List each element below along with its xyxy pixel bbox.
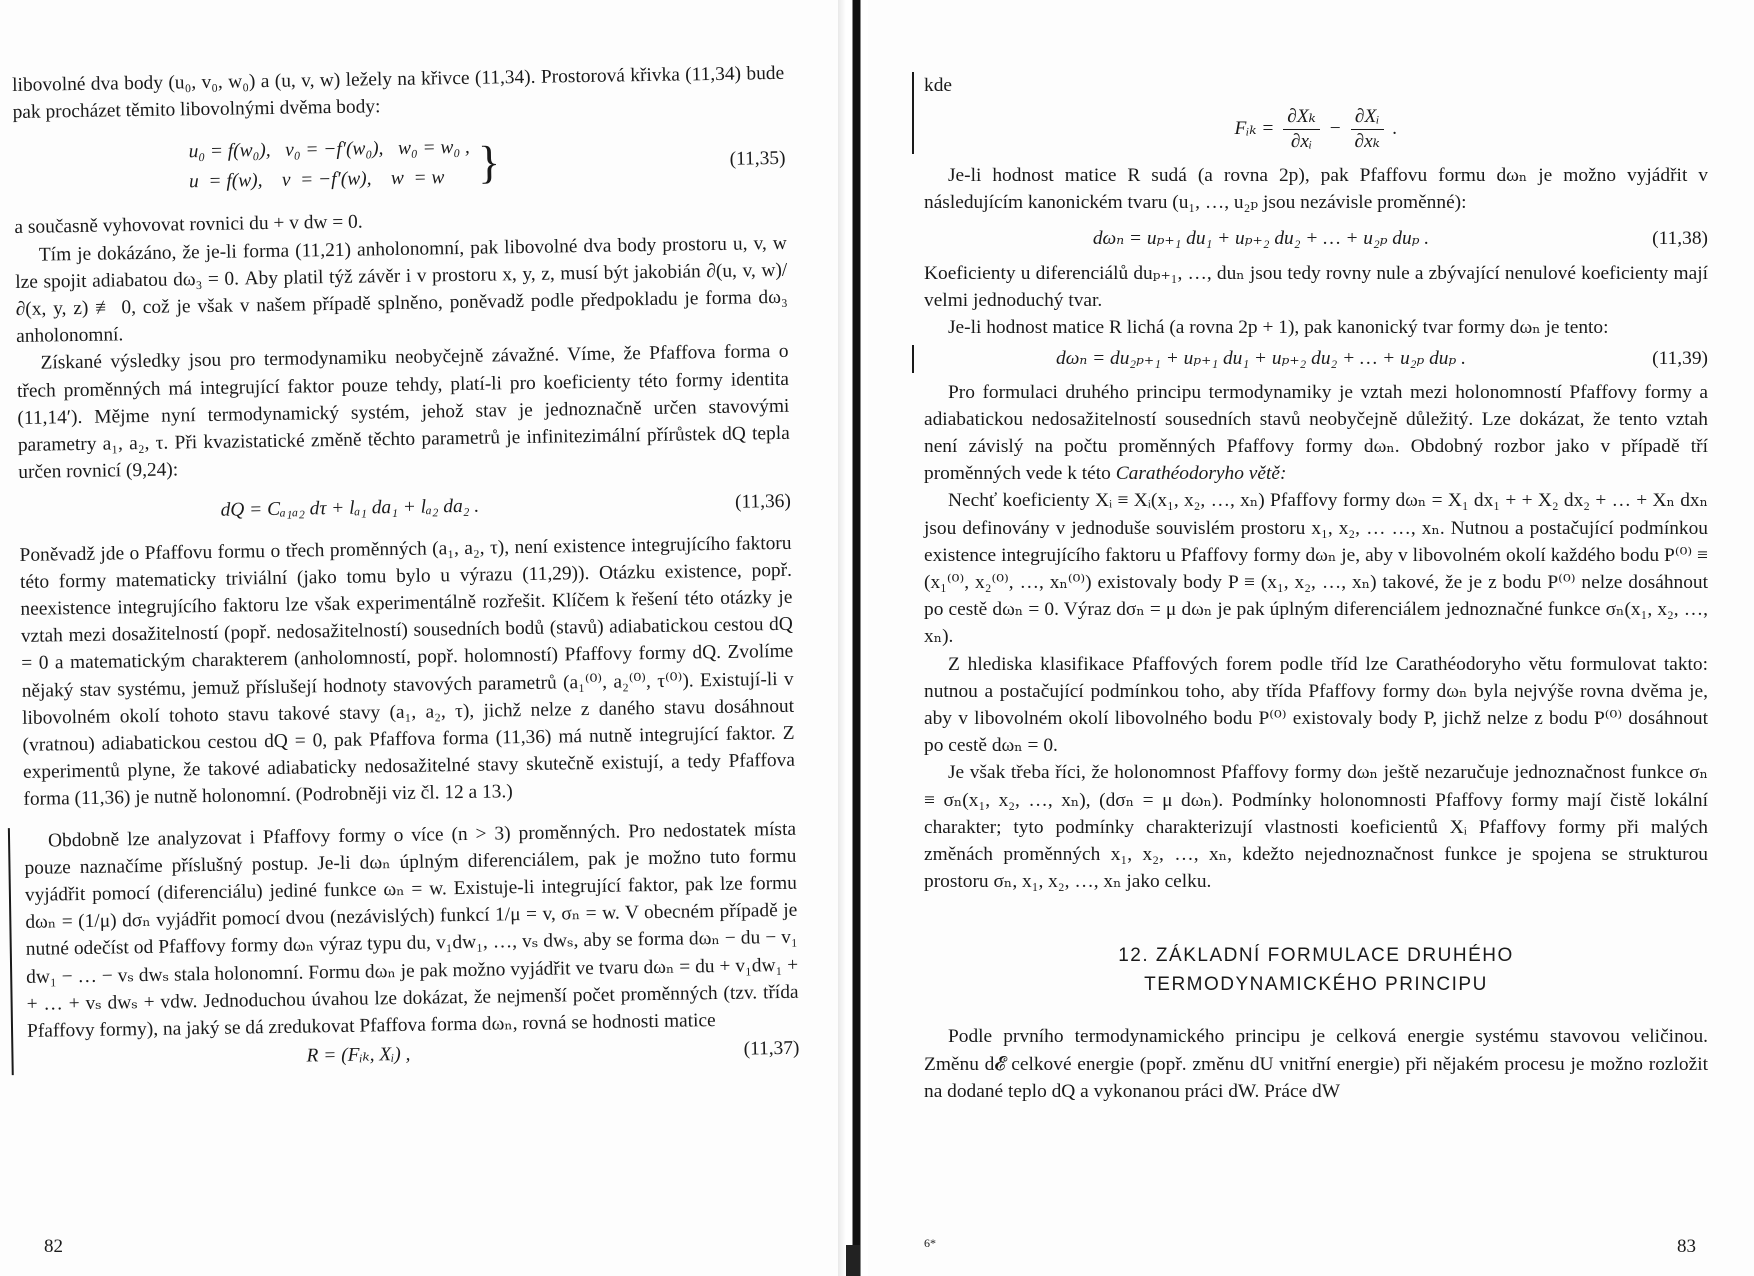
right-page (868, 0, 1754, 1276)
fraction (1283, 105, 1320, 154)
right-page-text (924, 72, 1708, 1105)
equation-11-35 (13, 128, 786, 200)
spine-shadow (846, 1245, 860, 1276)
paragraph-text: Pro formulaci druhého principu termodynamiky je vztah mezi holonomností Pfaffovy formy a adiabatickou nedosažitelností sousedních stavů neobyčejně důležitý. Lze dokázat, že tento vztah není závislý na počtu proměnných Pfaffovy formy dωₙ. Obdobný rozbor jako v případě tří proměnných vede k této (924, 381, 1708, 485)
equation-body: dωₙ = uₚ₊₁ du₁ + uₚ₊₂ du₂ + … + u₂ₚ duₚ . (1092, 227, 1430, 249)
paragraph: Z hlediska klasifikace Pfaffových forem podle tříd lze Carathéodoryho větu formulovat takto: nutnou a postačující podmínkou toho, aby třída Pfaffovy formy dωₙ byla nejvýše rovna dvěma je, aby v libovolném okolí libovolného bodu P⁽⁰⁾ existovaly body P, jichž nelze z bodu P⁽⁰⁾ dosáhnout po cestě dωₙ = 0. (924, 653, 1708, 757)
equation-line: u = f(w), v = −f′(w), w = w (188, 167, 445, 193)
paragraph: Nechť koeficienty Xᵢ ≡ Xᵢ(x₁, x₂, …, xₙ) Pfaffovy formy dωₙ = X₁ dx₁ + + X₂ dx₂ + … + Xₙ dxₙ jsou definovány v jednoduše souvislém prostoru x₁, x₂, … …, xₙ. Nutnou a postačující podmínkou existence integrujícího faktoru u Pfaffovy formy dωₙ je, aby v libovolném okolí každého bodu P⁽⁰⁾ ≡ (x₁⁽⁰⁾, x₂⁽⁰⁾, …, xₙ⁽⁰⁾) existovaly body P ≡ (x₁, x₂, …, xₙ) takové, že je z bodu P⁽⁰⁾ nelze dosáhnout po cestě dωₙ = 0. Výraz dσₙ = μ dωₙ je pak úplným diferenciálem jednoznačné funkce σₙ(x₁, x₂, …, xₙ). (924, 490, 1708, 648)
margin-marked-block (8, 815, 800, 1074)
margin-marked-block (912, 345, 1708, 372)
equation-number: (11,36) (734, 491, 792, 514)
equation-body: dωₙ = du₂ₚ₊₁ + uₚ₊₁ du₁ + uₚ₊₂ du₂ + … + u₂ₚ duₚ . (1056, 348, 1466, 370)
left-page-text (12, 60, 800, 1075)
paragraph: libovolné dva body (u₀, v₀, w₀) a (u, v, w) ležely na křivce (11,34). Prostorová křivka (11,34) bude pak procházet těmito libovolnými dvěma body: (12, 62, 785, 124)
equation-number: (11,38) (1652, 227, 1708, 249)
brace-symbol: } (477, 136, 501, 189)
signature-mark: 6* (924, 1236, 936, 1250)
paragraph: Je-li hodnost matice R sudá (a rovna 2p), pak Pfaffovu formu dωₙ je možno vyjádřit v následujícím kanonickém tvaru (u₁, …, u₂ₚ jsou nezávisle proměnné): (924, 165, 1708, 214)
kde-word: kde (924, 75, 952, 96)
fraction-denominator: ∂xₖ (1354, 131, 1380, 153)
fraction-denominator: ∂xᵢ (1290, 131, 1313, 153)
equation-lhs: Fᵢₖ = (1234, 118, 1275, 140)
paragraph: a současně vyhovovat rovnici du + v dw = 0. (14, 211, 363, 239)
equation-fik (924, 105, 1708, 154)
equation-line: u₀ = f(w₀), v₀ = −f′(w₀), w₀ = w₀ , (188, 137, 470, 163)
paragraph: Je-li hodnost matice R lichá (a rovna 2p + 1), pak kanonický tvar formy dωₙ je tento: (948, 317, 1609, 339)
caratheodory-phrase: Carathéodoryho větě: (1115, 463, 1287, 485)
paragraph: Získané výsledky jsou pro termodynamiku neobyčejně závažné. Víme, že Pfaffova forma o třech proměnných má integrující faktor pouze tehdy, platí-li pro koeficienty této formy identita (11,14′). Mějme nyní termodynamický systém, jehož stav je jednoznačně určen stavovými parametry a₁, a₂, τ. Při kvazistatické změně těchto parametrů je infinitezimální přírůstek dQ tepla určen rovnicí (9,24): (16, 341, 790, 484)
page-number: 82 (44, 1236, 63, 1257)
equation-number: (11,35) (729, 147, 786, 170)
equation-end: . (1392, 118, 1398, 140)
section-heading-line: TERMODYNAMICKÉHO PRINCIPU (1144, 974, 1488, 996)
page-number: 83 (1677, 1236, 1696, 1257)
equation-number: (11,39) (1652, 348, 1708, 370)
paragraph (924, 379, 1708, 488)
left-page (0, 0, 838, 1276)
margin-marked-block (912, 72, 1708, 154)
paragraph: Podle prvního termodynamického principu je celková energie systému stavovou veličinou. Změnu d𝓔 celkové energie (popř. změnu dU vnitřní energie) při nějakém procesu je možno rozložit na dodané teplo dQ a vykonanou práci dW. Práce dW (924, 1026, 1708, 1102)
paragraph: Tím je dokázáno, že je-li forma (11,21) anholonomní, pak libovolné dva body prostoru u, v, w lze spojit adiabatou dω₃ = 0. Aby platil týž závěr i v prostoru x, y, z, musí být jakobián ∂(u, v, w)/∂(x, y, z) ≢ 0, což je však v našem případě splněno, poněvadž podle předpokladu je forma dω₃ anholonomní. (15, 232, 788, 348)
equation-11-38 (924, 225, 1708, 252)
equation-body: dQ = Cₐ₁ₐ₂ dτ + lₐ₁ da₁ + lₐ₂ da₂ . (220, 496, 480, 522)
minus-sign: − (1328, 118, 1342, 140)
section-heading-line: 12. ZÁKLADNÍ FORMULACE DRUHÉHO (1118, 945, 1514, 967)
equation-number: (11,37) (743, 1038, 800, 1060)
fraction-numerator: ∂Xₖ (1283, 105, 1320, 130)
equation-body: R = (Fᵢₖ, Xᵢ) , (306, 1044, 411, 1067)
paragraph: Obdobně lze analyzovat i Pfaffovy formy o více (n > 3) proměnných. Pro nedostatek místa pouze naznačíme příslušný postup. Je-li dωₙ úplným diferenciálem, pak je možno tuto formu vyjádřit pomocí (diferenciálu) jediné funkce ωₙ = w. Existuje-li integrující faktor, pak lze formu dωₙ = (1/μ) dσₙ vyjádřit pomocí dvou (nezávislých) funkcí 1/μ = v, σₙ = w. V obecném případě je nutné odečíst od Pfaffovy formy dωₙ výraz typu du, v₁dw₁, …, vₛ dwₛ, aby se forma dωₙ − du − v₁ dw₁ − … − vₛ dwₛ stala holonomní. Formu dωₙ je pak možno vyjádřit ve tvaru dωₙ = du + v₁dw₁ + + … + vₛ dwₛ + vdw. Jednoduchou úvahou lze dokázat, že nejmenší počet proměnných (tzv. třída Pfaffovy formy), na jaký se dá zredukovat Pfaffova forma dωₙ, rovná se hodnosti matice (24, 818, 799, 1042)
fraction-numerator: ∂Xᵢ (1351, 105, 1384, 130)
fraction (1351, 105, 1384, 154)
section-heading (924, 941, 1708, 999)
paragraph: Koeficienty u diferenciálů duₚ₊₁, …, duₙ jsou tedy rovny nule a zbývající nenulové koeficienty mají velmi jednoduchý tvar. (924, 262, 1708, 312)
paragraph: Je však třeba říci, že holonomnost Pfaffovy formy dωₙ ještě nezaručuje jednoznačnost funkce σₙ ≡ σₙ(x₁, x₂, …, xₙ), (dσₙ = μ dωₙ). Podmínky holonomnosti Pfaffovy formy mají čistě lokální charakter; tyto podmínky charakterizují vlastnosti koeficientů Xᵢ Pfaffovy formy při malých změnách proměnných x₁, x₂, …, xₙ, kdežto nejednoznačnost funkce je spojena se strukturou prostoru σₙ, x₁, x₂, …, xₙ jako celku. (924, 762, 1708, 893)
paragraph: Poněvadž jde o Pfaffovu formu o třech proměnných (a₁, a₂, τ), není existence integrujícího faktoru této formy matematicky triviální (jako tomu bylo u výrazu (11,29)). Otázku existence, popř. neexistence integrujícího faktoru lze však experimentálně rozřešit. Klíčem k řešení této otázky je vztah mezi dosažitelností (popř. nedosažitelností) sousedních bodů (stavů) adiabatickou cestou dQ = 0 a matematickým charakterem (anholomností, popř. holomností) Pfaffovy formy dQ. Zvolíme nějaký stav systému, jemuž příslušejí hodnoty stavových parametrů (a₁⁽⁰⁾, a₂⁽⁰⁾, τ⁽⁰⁾). Existují-li v libovolném okolí tohoto stavu takové stavy (a₁, a₂, τ), jichž nelze z daného stavu dosáhnout (vratnou) adiabatickou cestou dQ = 0, pak Pfaffova forma (11,36) má nutně integrující faktor. Z experimentů plyne, že takové adiabaticky nedosažitelné stavy skutečně existují, a tedy Pfaffova forma (11,36) je nutně holonomní. (Podrobněji viz čl. 12 a 13.) (19, 532, 796, 811)
equation-11-36 (19, 488, 791, 527)
equation-11-39 (924, 345, 1708, 372)
book-spine (838, 0, 868, 1276)
